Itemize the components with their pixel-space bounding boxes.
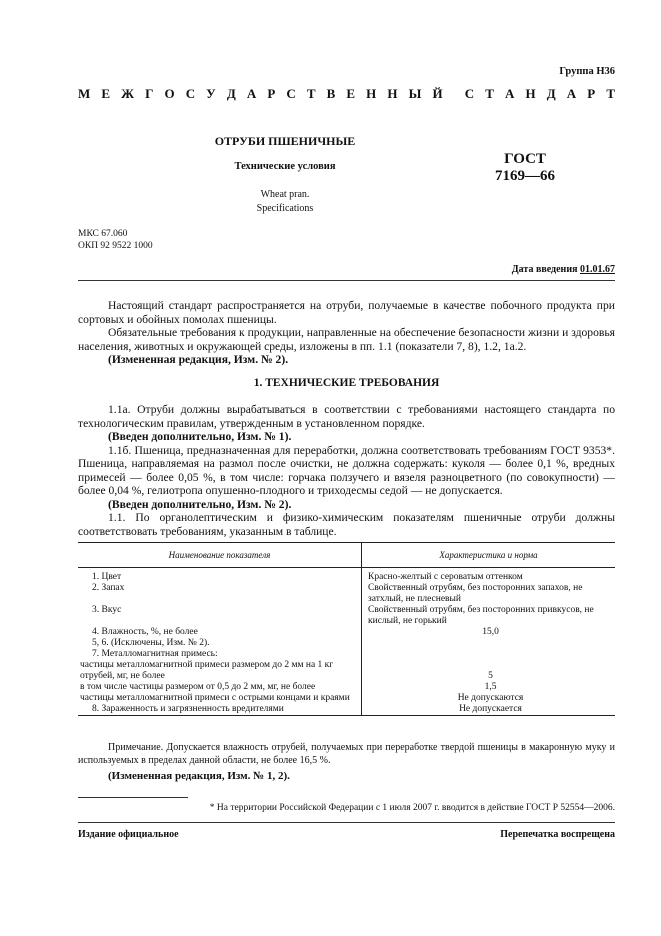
table-row bbox=[78, 583, 615, 605]
indicator-cell: в том числе частицы размером от 0,5 до 2 мм, мг, не более bbox=[78, 682, 362, 693]
indicator-cell: 3. Вкус bbox=[78, 605, 362, 627]
section-heading: 1. ТЕХНИЧЕСКИЕ ТРЕБОВАНИЯ bbox=[253, 377, 440, 389]
clause-note: (Введен дополнительно, Изм. № 1). bbox=[108, 430, 292, 443]
group-code: Группа Н36 bbox=[559, 66, 615, 77]
banner-letter: О bbox=[164, 86, 175, 101]
section-text bbox=[78, 403, 615, 538]
indicator-cell: 4. Влажность, %, не более bbox=[78, 627, 362, 638]
date-label: Дата введения bbox=[511, 264, 578, 275]
indicator-cell: 5, 6. (Исключены, Изм. № 2). bbox=[78, 638, 362, 649]
norm-cell: Свойственный отрубям, без посторонних запахов, не затхлый, не плесневый bbox=[368, 583, 583, 604]
header-divider bbox=[78, 280, 615, 281]
gost-number bbox=[470, 151, 580, 185]
banner-letter: А bbox=[246, 86, 257, 101]
interstate-standard-banner bbox=[78, 86, 615, 102]
norm-cell: 15,0 bbox=[482, 627, 499, 637]
footnote: * На территории Российской Федерации с 1 июля 2007 г. вводится в действие ГОСТ Р 52554—2006. bbox=[209, 803, 615, 813]
banner-letter: Ы bbox=[408, 86, 422, 101]
banner-letter: Т bbox=[306, 86, 316, 101]
table-row bbox=[78, 627, 615, 638]
norm-cell: 5 bbox=[488, 671, 493, 681]
banner-letter: Н bbox=[525, 86, 536, 101]
banner-letter: У bbox=[206, 86, 216, 101]
intro-text bbox=[78, 299, 615, 367]
banner-letter: С bbox=[286, 86, 296, 101]
document-title: ОТРУБИ ПШЕНИЧНЫЕ bbox=[214, 134, 356, 148]
banner-letter: А bbox=[566, 86, 577, 101]
indicator-cell: 8. Зараженность и загрязненность вредителями bbox=[78, 704, 362, 716]
norm-cell bbox=[362, 649, 616, 660]
clause-1-1b: 1.1б. Пшеница, предназначенная для переработки, должна соответствовать требованиям ГОСТ 9353*. Пшеница, направляемая на размол после очистки, не должна содержать: куколя — более 0,1 %, вредных примесей — более 0,05 %, в том числе: горчака ползучего и вязеля разноцветного (по совокупности) — более 0,04 %, гелиотропа опушенно-плодного и триходесмы седой — не допускается. bbox=[78, 443, 615, 497]
table-header-row bbox=[78, 543, 615, 568]
gost-code: 7169—66 bbox=[495, 168, 555, 184]
indicator-cell: частицы металломагнитной примеси с острыми концами и краями bbox=[78, 693, 362, 704]
banner-letter: Т bbox=[485, 86, 494, 101]
intro-paragraph: Обязательные требования к продукции, направленные на обеспечение безопасности жизни и здоровья населения, животных и окружающей среды, изложены в пп. 1.1 (показатели 7, 8), 1.2, 1а.2. bbox=[78, 326, 615, 353]
table-row bbox=[78, 660, 615, 682]
column-header-indicator: Наименование показателя bbox=[78, 543, 362, 568]
norm-cell: Красно-желтый с сероватым оттенком bbox=[368, 572, 523, 582]
norm-cell: Не допускается bbox=[362, 704, 616, 716]
banner-letter: А bbox=[505, 86, 515, 101]
table-row bbox=[78, 638, 615, 649]
indicator-cell: 2. Запах bbox=[78, 583, 362, 605]
norm-cell: Свойственный отрубям, без посторонних привкусов, не кислый, не горький bbox=[368, 605, 594, 626]
banner-letter: Й bbox=[432, 86, 443, 101]
table-row bbox=[78, 682, 615, 693]
banner-letter: Е bbox=[101, 86, 111, 101]
intro-edition-note: (Измененная редакция, Изм. № 2). bbox=[108, 353, 289, 366]
table-row bbox=[78, 568, 615, 584]
mks-code: МКС 67.060 bbox=[78, 229, 128, 239]
banner-letter: С bbox=[185, 86, 196, 101]
table-row bbox=[78, 704, 615, 716]
okp-code: ОКП 92 9522 1000 bbox=[78, 241, 153, 251]
banner-letter: Е bbox=[346, 86, 356, 101]
banner-letter: Г bbox=[145, 86, 154, 101]
footer-divider bbox=[78, 822, 615, 823]
english-title-block bbox=[200, 188, 370, 216]
clause-1-1: 1.1. По органолептическим и физико-химическим показателям пшеничные отруби должны соответствовать требованиям, указанным в таблице. bbox=[78, 511, 615, 538]
clause-1-1a: 1.1а. Отруби должны вырабатываться в соответствии с требованиями настоящего стандарта по технологическим правилам, утвержденным в установленном порядке. bbox=[78, 403, 615, 430]
norm-cell bbox=[362, 638, 616, 649]
table-row bbox=[78, 605, 615, 627]
banner-letter: М bbox=[78, 86, 91, 101]
banner-letter: Д bbox=[226, 86, 236, 101]
document-subtitle: Технические условия bbox=[234, 161, 336, 172]
indicator-cell: 1. Цвет bbox=[78, 568, 362, 584]
banner-letter: Т bbox=[606, 86, 615, 101]
effective-date bbox=[512, 264, 615, 275]
english-title: Wheat pran. bbox=[260, 189, 310, 200]
requirements-table bbox=[78, 542, 615, 716]
classification-codes bbox=[78, 228, 153, 252]
table-row bbox=[78, 649, 615, 660]
banner-letter: Ж bbox=[121, 86, 134, 101]
indicator-cell: частицы металломагнитной примеси размером до 2 мм на 1 кг отрубей, мг, не более bbox=[78, 660, 362, 682]
gost-label: ГОСТ bbox=[504, 151, 546, 167]
note-edition: (Измененная редакция, Изм. № 1, 2). bbox=[108, 770, 290, 782]
banner-letter: С bbox=[464, 86, 475, 101]
english-subtitle: Specifications bbox=[256, 203, 314, 214]
clause-note: (Введен дополнительно, Изм. № 2). bbox=[108, 497, 292, 511]
norm-cell: 1,5 bbox=[484, 682, 497, 692]
footer-reprint-prohibited: Перепечатка воспрещена bbox=[500, 829, 615, 840]
indicator-cell: 7. Металломагнитная примесь: bbox=[78, 649, 362, 660]
column-header-norm: Характеристика и норма bbox=[362, 543, 616, 568]
date-value: 01.01.67 bbox=[580, 264, 615, 275]
banner-letter: Д bbox=[546, 86, 556, 101]
norm-cell: Не допускаются bbox=[457, 693, 524, 703]
banner-letter: Н bbox=[387, 86, 398, 101]
intro-paragraph: Настоящий стандарт распространяется на отруби, получаемые в качестве побочного продукта при сортовых и обойных помолах пшеницы. bbox=[78, 299, 615, 326]
table-row bbox=[78, 693, 615, 704]
banner-letter: Р bbox=[587, 86, 596, 101]
banner-letter: В bbox=[326, 86, 336, 101]
note-text: Примечание. Допускается влажность отрубей, получаемых при переработке твердой пшеницы в макаронную муку и используемых в пределах данной области, не более 16,5 %. bbox=[78, 742, 615, 766]
footnote-divider bbox=[78, 797, 188, 798]
banner-letter: Н bbox=[366, 86, 377, 101]
table-note bbox=[78, 741, 615, 767]
banner-letter: Р bbox=[267, 86, 276, 101]
footer-official-edition: Издание официальное bbox=[78, 829, 179, 840]
